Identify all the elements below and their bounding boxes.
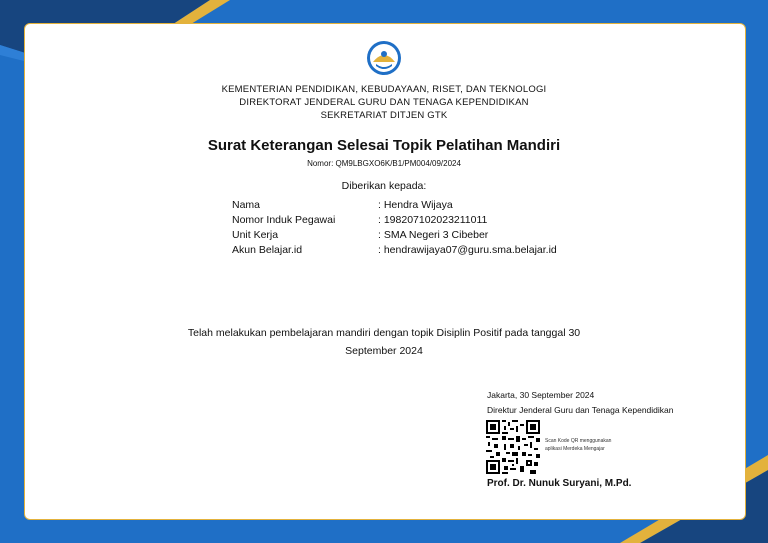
sign-place-date: Jakarta, 30 September 2024	[487, 390, 595, 400]
header-ministry: KEMENTERIAN PENDIDIKAN, KEBUDAYAAN, RISET, DAN TEKNOLOGI	[221, 84, 547, 95]
field-label-name: Nama	[232, 199, 261, 211]
sign-position: Direktur Jenderal Guru dan Tenaga Kependidikan	[487, 405, 674, 415]
qr-scan-note	[545, 437, 611, 453]
field-value-unit: : SMA Negeri 3 Cibeber	[378, 229, 489, 241]
qr-code	[486, 420, 540, 474]
qr-note-line-2: aplikasi Merdeka Mengajar	[545, 446, 605, 452]
field-value-nip: : 198207102023211011	[378, 214, 488, 226]
certificate-number: Nomor: QM9LBGXO6K/B1/PM004/09/2024	[307, 159, 461, 168]
field-label-unit: Unit Kerja	[232, 229, 279, 241]
field-label-nip: Nomor Induk Pegawai	[232, 214, 336, 226]
qr-note-line-1: Scan Kode QR menggunakan	[545, 438, 612, 444]
certificate-title: Surat Keterangan Selesai Topik Pelatihan Mandiri	[207, 137, 561, 154]
field-value-name: : Hendra Wijaya	[378, 199, 453, 211]
statement-line-2: September 2024	[345, 345, 423, 357]
given-to-label: Diberikan kepada:	[341, 180, 427, 192]
header-directorate: DIREKTORAT JENDERAL GURU DAN TENAGA KEPENDIDIKAN	[239, 97, 529, 108]
completion-statement	[150, 324, 618, 360]
statement-line-1: Telah melakukan pembelajaran mandiri dengan topik Disiplin Positif pada tanggal 30	[187, 327, 581, 339]
field-value-account: : hendrawijaya07@guru.sma.belajar.id	[378, 244, 557, 256]
tut-wuri-handayani-logo	[366, 40, 402, 76]
field-label-account: Akun Belajar.id	[232, 244, 303, 256]
header-secretariat: SEKRETARIAT DITJEN GTK	[320, 110, 448, 121]
signer-name: Prof. Dr. Nunuk Suryani, M.Pd.	[487, 478, 632, 489]
